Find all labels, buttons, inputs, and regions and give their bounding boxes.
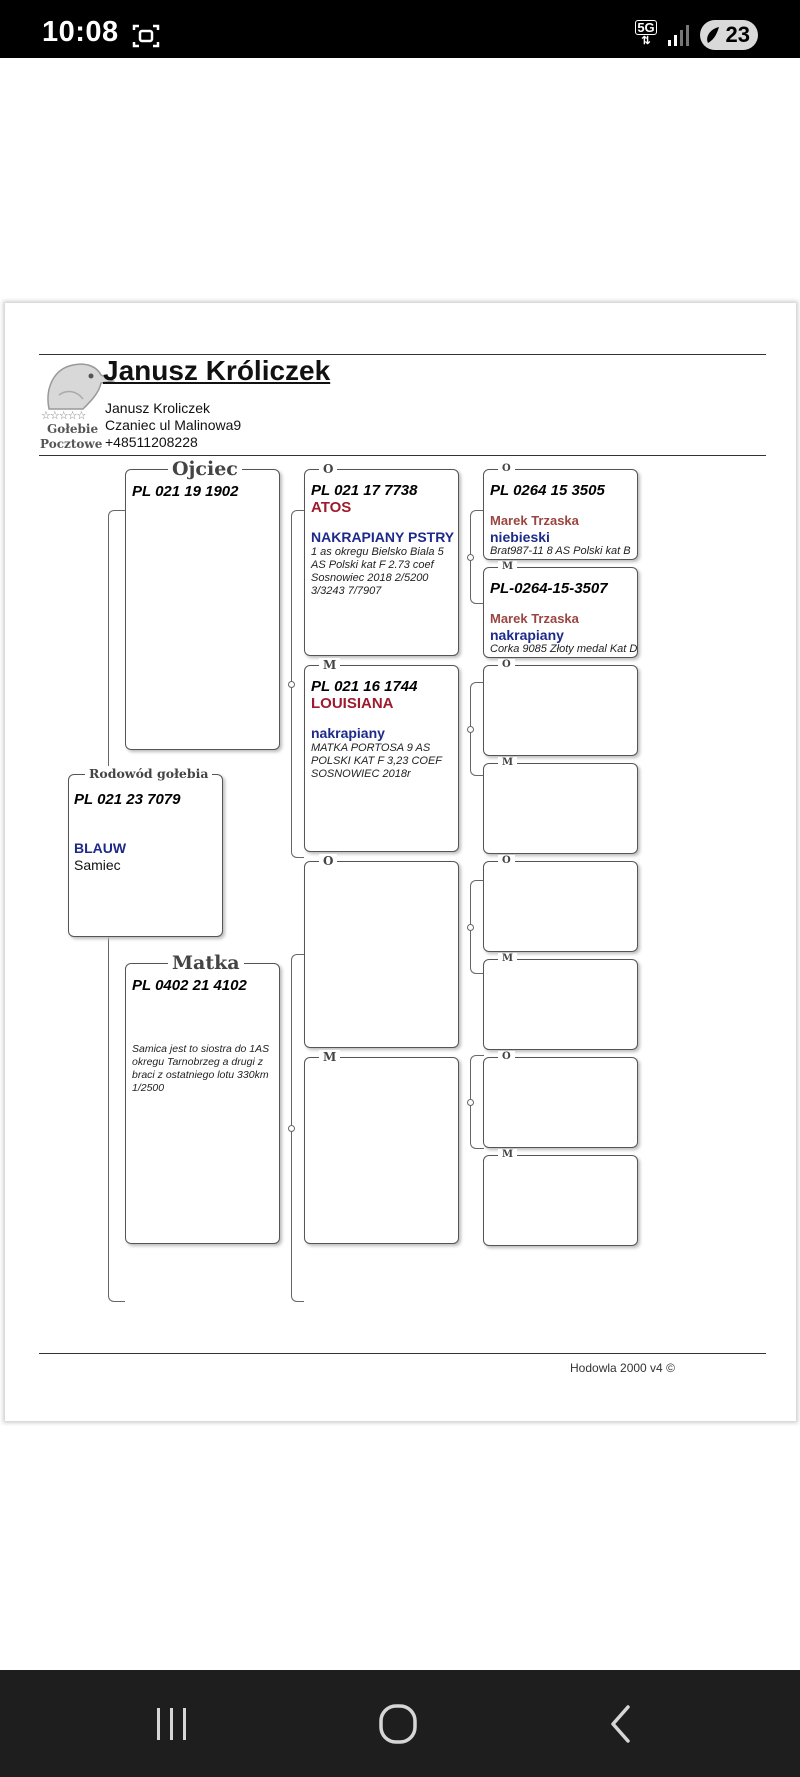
- connector-dot: [288, 1125, 295, 1132]
- great-grandparent-8-box[interactable]: [483, 1149, 638, 1246]
- great-grandparent-2-color: nakrapiany: [490, 627, 564, 643]
- great-grandparent-2-note: Corka 9085 Złoty medal Kat D: [490, 643, 638, 655]
- great-grandparent-2-breeder: Marek Trzaska: [490, 611, 579, 626]
- great-grandparent-6-box[interactable]: [483, 953, 638, 1050]
- great-grandparent-1-title: O: [498, 463, 515, 474]
- great-grandparent-4-box[interactable]: [483, 757, 638, 854]
- grandmother-paternal-note: MATKA PORTOSA 9 AS POLSKI KAT F 3,23 COEF SOSNOWIEC 2018r: [311, 742, 442, 780]
- great-grandparent-1-box[interactable]: [483, 463, 638, 560]
- connector-dot: [288, 681, 295, 688]
- great-grandparent-8-title: M: [498, 1149, 517, 1160]
- connector-dot: [467, 726, 474, 733]
- grandfather-paternal-title: O: [319, 462, 337, 476]
- great-grandparent-1-ring: PL 0264 15 3505: [490, 482, 605, 499]
- great-grandparent-4-title: M: [498, 757, 517, 768]
- mother-ring: PL 0402 21 4102: [132, 977, 247, 994]
- footer-text: Hodowla 2000 v4 ©: [570, 1361, 675, 1375]
- great-grandparent-7-box[interactable]: [483, 1051, 638, 1148]
- recent-apps-icon[interactable]: [152, 1706, 192, 1742]
- owner-name: Janusz Kroliczek: [105, 400, 211, 416]
- great-grandparent-6-title: M: [498, 953, 517, 964]
- great-grandparent-2-box[interactable]: [483, 561, 638, 658]
- grandfather-paternal-ring: PL 021 17 7738: [311, 482, 418, 499]
- battery-level: 23: [725, 22, 750, 47]
- mother-title: Matka: [168, 952, 244, 974]
- logo-stars: ☆☆☆☆☆: [41, 410, 86, 422]
- subject-box[interactable]: [68, 766, 223, 937]
- owner-address: Czaniec ul Malinowa9: [105, 417, 242, 433]
- header-rule: [39, 455, 766, 456]
- back-icon[interactable]: [606, 1704, 636, 1744]
- grandmother-paternal-title: M: [319, 658, 340, 672]
- connector-dot: [467, 1099, 474, 1106]
- battery-icon: [700, 20, 758, 50]
- great-grandparent-1-breeder: Marek Trzaska: [490, 513, 579, 528]
- great-grandparent-5-title: O: [498, 855, 515, 866]
- status-time: 10:08: [42, 16, 119, 48]
- great-grandparent-3-box[interactable]: [483, 659, 638, 756]
- grandfather-paternal-note: 1 as okregu Bielsko Biala 5 AS Polski kat F 2.73 coef Sosnowiec 2018 2/5200 3/3243 7/7907: [311, 546, 444, 597]
- grandfather-paternal-color: NAKRAPIANY PSTRY: [311, 529, 455, 545]
- logo-line2: Pocztowe: [40, 437, 103, 451]
- connector-dot: [467, 554, 474, 561]
- charging-icon: [704, 25, 722, 45]
- connector-dot: [467, 924, 474, 931]
- grandmother-paternal-box[interactable]: [304, 658, 459, 852]
- signal-icon: [666, 22, 692, 48]
- grandmother-paternal-name: LOUISIANA: [311, 695, 394, 712]
- owner-phone: +48511208228: [105, 434, 198, 450]
- great-grandparent-7-title: O: [498, 1051, 515, 1062]
- subject-sex: Samiec: [74, 857, 121, 873]
- grandfather-paternal-box[interactable]: [304, 462, 459, 656]
- grandmother-paternal-color: nakrapiany: [311, 725, 385, 741]
- subject-color: BLAUW: [74, 840, 127, 856]
- great-grandparent-2-title: M: [498, 561, 517, 572]
- navigation-bar: [0, 1670, 800, 1777]
- mother-note: Samica jest to siostra do 1AS okregu Tarnobrzeg a drugi z braci z ostatniego lotu 330km 1/2500: [132, 1043, 270, 1094]
- subject-ring: PL 021 23 7079: [74, 791, 181, 808]
- great-grandparent-1-note: Brat987-11 8 AS Polski kat B: [490, 545, 631, 557]
- father-box[interactable]: [125, 458, 280, 750]
- mother-box[interactable]: [125, 952, 280, 1244]
- grandmother-maternal-box[interactable]: [304, 1050, 459, 1244]
- great-grandparent-1-color: niebieski: [490, 529, 550, 545]
- father-title: Ojciec: [168, 458, 242, 480]
- grandfather-maternal-box[interactable]: [304, 854, 459, 1048]
- grandfather-paternal-name: ATOS: [311, 499, 352, 516]
- screenshot-icon: [131, 22, 161, 50]
- subject-title: Rodowód gołebia: [85, 766, 212, 781]
- great-grandparent-2-ring: PL-0264-15-3507: [490, 580, 608, 597]
- pedigree-sheet: [5, 303, 796, 1421]
- status-bar: [0, 0, 800, 58]
- network-5g-icon: 5G ⇅: [637, 20, 655, 47]
- logo-line1: Gołebie: [47, 422, 99, 436]
- home-icon[interactable]: [378, 1703, 418, 1745]
- owner-title: Janusz Króliczek: [103, 355, 331, 386]
- great-grandparent-5-box[interactable]: [483, 855, 638, 952]
- great-grandparent-3-title: O: [498, 659, 515, 670]
- grandmother-maternal-title: M: [319, 1050, 340, 1064]
- grandfather-maternal-title: O: [319, 854, 337, 868]
- father-ring: PL 021 19 1902: [132, 483, 239, 500]
- footer-rule: [39, 1353, 766, 1354]
- grandmother-paternal-ring: PL 021 16 1744: [311, 678, 418, 695]
- network-label: 5G: [637, 20, 655, 35]
